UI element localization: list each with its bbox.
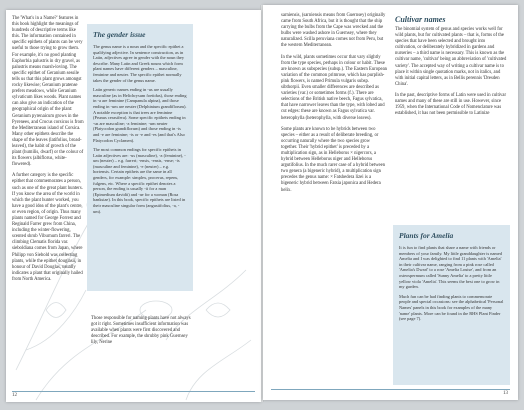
right-paragraph-3: Some plants are known to be hybrids between two species – either as a result of deliberate breeding, or occurring naturally where the two species grow together. Their 'hybrid epithet' is preceded by a multiplication sign, as in Helleborus × nigercors, a hybrid between Helleborus niger and Helleborus argutifolius. In the much rarer case of a hybrid between two genera (a bigeneric hybrid), a multiplication sign precedes the genus name: × Fatshedera lizei is a bigeneric hybrid between Fatsia japonica and Hedera helix. <box>281 126 386 193</box>
cultivar-paragraph-1: The binomial system of genus and species works well for wild plants, but for cultivated plants – that is, forms of the species that have been selected and brought into cultivation, or deliberately hybridized in gardens and nurseries – a third name is necessary. This is known as the cultivar name, 'cultivar' being an abbreviation of 'cultivated variety'. The accepted way of writing a cultivar name is to place it within single quotation marks, not in italics, and with initial capital letters, as in Bellis perennis 'Dresden China'. <box>395 27 507 87</box>
amelia-paragraph-1: It is fun to find plants that share a name with friends or members of your family. My little granddaughter is named Amelia and I was delighted to find 11 plants with 'Amelia' in their cultivar name, ranging from a pink rose called 'Amelia's Dwarf' to a rose 'Amelia Louise', and from an osteospermum called 'Sunny Amelia' to a pretty little yellow viola 'Amelia'. This seems the best one to grow in my garden. <box>399 245 502 290</box>
right-footer-rule <box>271 389 510 390</box>
right-column-1 <box>281 13 387 199</box>
left-page <box>6 10 261 402</box>
plants-for-amelia-box <box>393 225 510 385</box>
right-paragraph-1: sarniensis, (sarniensis means from Guernsey) originally came from South Africa, but it is thought that the ship carrying the bulbs from the Cape was wrecked and the bulbs were washed ashore in Guernsey, where they naturalized. Scilla peruviana comes not from Peru, but the western Mediterranean. <box>281 13 386 49</box>
left-col3-paragraph: Those responsible for naming plants have not always got it right. Sometimes insufficient information was available when plants were first discovered and described. For example, the shrubby pink Guernsey lily, Nerine <box>91 316 191 346</box>
left-column-1 <box>12 16 84 288</box>
gender-issue-title: The gender issue <box>93 30 146 39</box>
right-paragraph-2: In the wild, plants sometimes occur that vary slightly from the type species, perhaps in colour or habit. These are known as subspecies (subsp.). The Eastern European variation of the common primrose, which has purplish-pink flowers, is named Primula vulgaris subsp. sibthorpii. Even smaller differences are described as varieties (var.) or sometimes forms (f.). There are selections of the British native beech, Fagus sylvatica, that have narrower leaves than the type, with lobed and cut edges: these are known as Fagus sylvatica var. heterophylla (heterophylla, with diverse leaves). <box>281 54 388 121</box>
right-page-number: 13 <box>503 391 508 396</box>
plants-for-amelia-title: Plants for Amelia <box>399 231 454 240</box>
gender-paragraph-3: The most common endings for specific epithets in Latin adjectives are: -us (masculine), -a (feminine), -um (neuter) – e.g. farreri; -ensis, -ensis, -ense; -is (masculine and feminine), -e (neuter) – e.g. hortensis. Certain epithets are the same in all genders, for example: simplex, procerus, repens, fulgens, etc. Where a specific epithet denotes a person, the ending is usually -ii for a man (Epimedium davidii) and -ae for a woman (Rosa banksiae). In this book, specific epithets are listed in their masculine singular form (angustifolius, -a, -um). <box>93 147 186 214</box>
left-footer-rule <box>12 391 255 392</box>
left-paragraph-2: A further category is the specific epithet that commemorates a person, such as one of the great plant hunters. If you know the area of the world in which the plant hunter worked, you have a good idea of the plant's centre, or even region, of origin. Thus many plants named for George Forrest and Reginald Farrer grew from China, including the winter-flowering, scented shrub Viburnum farreri. The climbing Clematis florida var. sieboldiana comes from Japan, where Philipp von Siebold was collecting plants, while the epithet douglasii, in honour of David Douglas, usually indicates a plant that originally hailed from North America. <box>12 173 83 282</box>
amelia-paragraph-2: Much fun can be had finding plants to commemorate people and special occasions: see the alphabetical 'Personal Names' panels in this book for examples of the many 'name' plants. More can be found in the RHS Plant Finder (see page 7). <box>399 293 504 322</box>
right-column-2 <box>395 27 507 122</box>
left-paragraph-1: The 'What's in a Name?' features in this book highlight the meanings of hundreds of descriptive terms like this. The information contained in specific epithets of plants can be very useful to those trying to grow them. For example, it's no good planting Euphorbia palustris in dry gravel, as palustris means marsh-loving. The specific epithet of Geranium sessile tells us that this plant grows amongst rocky likewise; Geranium pratense prefers meadows, while Geranium sylvaticum likes woods. Plant names can also give an indication of the geographical origin of the plant: Geranium pyrenaicum grows in the Pyrenees, and Crocus corsicus is from the Mediterranean island of Corsica. Many other epithets describe the shape of the leaves (latifolius, broad-leaved), the habit of growth of the plant (humilis, dwarf) or the colour of its flowers (albiflorus, white-flowered). <box>12 16 84 168</box>
gender-paragraph-2: Latin generic names ending in -us are usually masculine (as in Helichrysum foetidus), those ending in -a are feminine (Campanula alpina), and those ending in -um are neuter (Delphinium grandiflorum). A notable exception is that trees are feminine (Prunus cerasifera). Some specific epithets ending in -us are masculine; -a feminine; -um neuter (Platycodon grandiflorum) and those ending in -is and -e are feminine; -is or -e and -es (and that's Also Platycodon Cyclamen). <box>93 87 187 143</box>
gender-paragraph-1: The genus name is a noun and the specific epithet a qualifying adjective. In sentence construction, as in Latin, adjectives agree in gender with the noun they describe. Many Latin and Greek nouns which form plant names have different genders – masculine, feminine and neuter. The specific epithet normally takes the gender of the genus name. <box>93 44 185 83</box>
cultivar-paragraph-2: In the past, descriptive forms of Latin were used in cultivar names and many of these are still in use. However, since 1959, when the International Code of Nomenclature was established, it has not been permissible to Latinize <box>395 92 507 117</box>
left-column-3 <box>91 316 191 351</box>
right-page <box>263 5 518 400</box>
gender-issue-box <box>87 24 193 291</box>
cultivar-names-heading: Cultivar names <box>395 15 446 24</box>
left-page-number: 12 <box>12 393 17 398</box>
